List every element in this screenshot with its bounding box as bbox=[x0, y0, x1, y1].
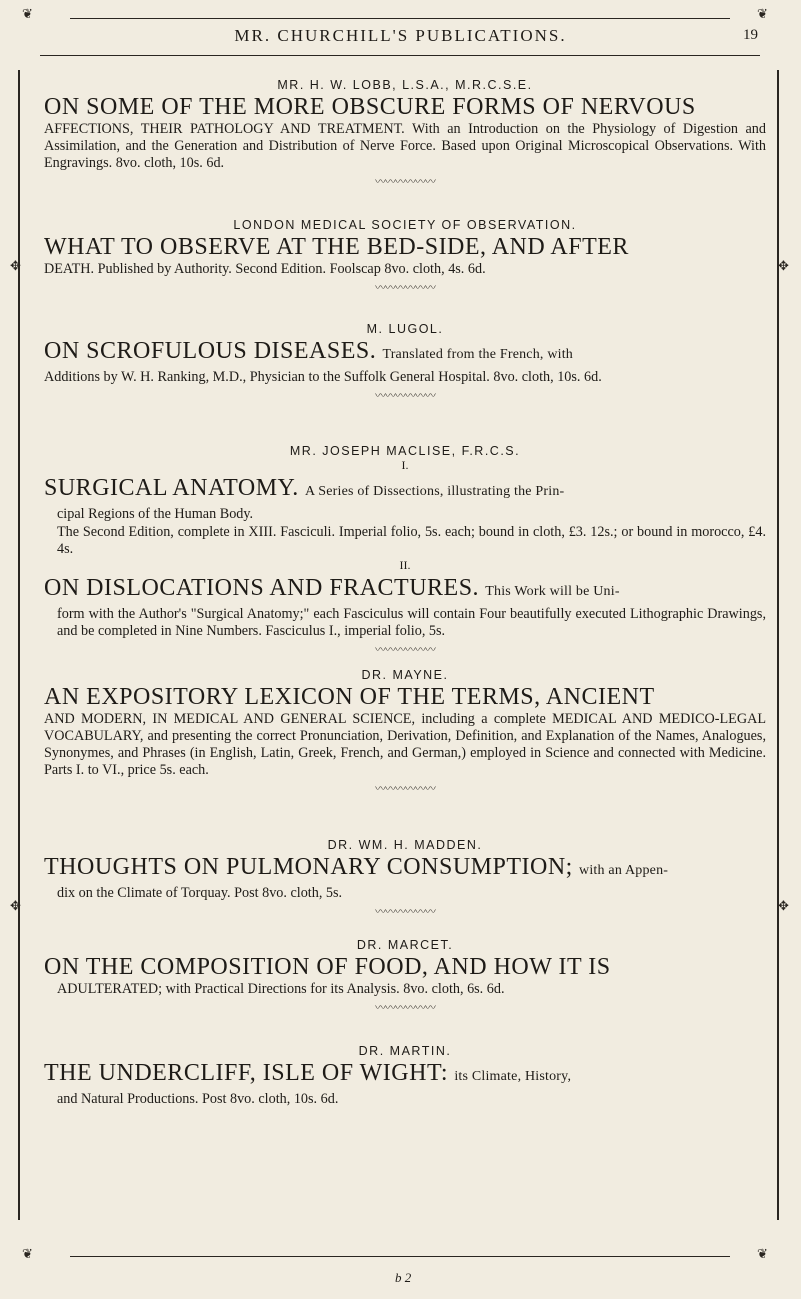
part-number: I. bbox=[401, 458, 409, 472]
entry-description: DEATH. Published by Authority. Second Edition. Foolscap 8vo. cloth, 4s. 6d. bbox=[44, 261, 486, 277]
flourish-icon: ✥ bbox=[778, 259, 789, 274]
corner-ornament-icon: ❦ bbox=[22, 1247, 33, 1262]
page-header-title: MR. CHURCHILL'S PUBLICATIONS. bbox=[234, 26, 567, 45]
entry-title: ON SOME OF THE MORE OBSCURE FORMS OF NERVOUS bbox=[44, 94, 696, 120]
divider-ornament: 〰〰〰〰〰〰 bbox=[375, 1001, 435, 1014]
top-rule bbox=[70, 18, 730, 19]
entry-description: dix on the Climate of Torquay. Post 8vo. cloth, 5s. bbox=[57, 885, 343, 901]
corner-ornament-icon: ❦ bbox=[22, 7, 33, 22]
entry-description: The Second Edition, complete in XIII. Fasciculi. Imperial folio, 5s. each; bound in cloth, £3. 12s.; or bound in morocco, £4. 4s. bbox=[57, 524, 766, 557]
flourish-icon: ✥ bbox=[10, 899, 21, 914]
left-border bbox=[18, 70, 20, 1220]
entry-society bbox=[44, 218, 766, 299]
entry-description: AFFECTIONS, THEIR PATHOLOGY AND TREATMENT. With an Introduction on the Physiology of Digestion and Assimilation, and the Generation and Distribution of Nerve Force. Based upon Original Microscopical Observations. With Engravings. 8vo. cloth, 10s. 6d. bbox=[44, 121, 766, 171]
entry-author: DR. MARTIN. bbox=[358, 1044, 452, 1058]
entry-description: ADULTERATED; with Practical Directions for its Analysis. 8vo. cloth, 6s. 6d. bbox=[57, 981, 505, 997]
entry-description: Additions by W. H. Ranking, M.D., Physician to the Suffolk General Hospital. 8vo. cloth, 10s. 6d. bbox=[44, 369, 602, 385]
entry-author: DR. MARCET. bbox=[356, 938, 454, 952]
entry-title: AN EXPOSITORY LEXICON OF THE TERMS, ANCIENT bbox=[44, 684, 655, 710]
entry-description: and Natural Productions. Post 8vo. cloth, 10s. 6d. bbox=[57, 1091, 339, 1107]
divider-ornament: 〰〰〰〰〰〰 bbox=[375, 905, 435, 918]
entry-description: form with the Author's "Surgical Anatomy;" each Fasciculus will contain Four beautifully executed Lithographic Drawings, and be completed in Nine Numbers. Fasciculus I., imperial folio, 5s. bbox=[57, 606, 766, 639]
entry-title: ON SCROFULOUS DISEASES. Translated from the French, with bbox=[44, 338, 574, 364]
right-border bbox=[777, 70, 779, 1220]
flourish-icon: ✥ bbox=[778, 899, 789, 914]
entry-author: MR. JOSEPH MACLISE, F.R.C.S. bbox=[289, 444, 521, 458]
divider-ornament: 〰〰〰〰〰〰 bbox=[375, 782, 435, 795]
part-number: II. bbox=[399, 558, 411, 572]
entry-description: AND MODERN, IN MEDICAL AND GENERAL SCIENCE, including a complete MEDICAL AND MEDICO-LEGAL VOCABULARY, and presenting the correct Pronunciation, Derivation, Definition, and Explanation of the Names, Analogues, Synonymes, and Phrases (in English, Latin, Greek, French, and German,) employed in Science and connected with Medicine. Parts I. to VI., price 5s. each. bbox=[44, 711, 766, 778]
entry-author: DR. WM. H. MADDEN. bbox=[327, 838, 483, 852]
entry-lugol bbox=[44, 322, 766, 407]
entry-author: M. LUGOL. bbox=[366, 322, 444, 336]
entry-martin bbox=[44, 1044, 766, 1108]
entry-lobb bbox=[44, 78, 766, 193]
entry-description: cipal Regions of the Human Body. bbox=[57, 506, 254, 522]
flourish-icon: ✥ bbox=[10, 259, 21, 274]
entry-title: THOUGHTS ON PULMONARY CONSUMPTION; with an Appen- bbox=[44, 854, 669, 880]
entry-title: ON DISLOCATIONS AND FRACTURES. This Work will be Uni- bbox=[44, 575, 620, 601]
entry-title: THE UNDERCLIFF, ISLE OF WIGHT: its Climate, History, bbox=[44, 1060, 572, 1086]
entry-author: MR. H. W. LOBB, L.S.A., M.R.C.S.E. bbox=[277, 78, 533, 92]
entry-title: SURGICAL ANATOMY. A Series of Dissections, illustrating the Prin- bbox=[44, 475, 565, 501]
entry-author: LONDON MEDICAL SOCIETY OF OBSERVATION. bbox=[233, 218, 577, 232]
entry-author: DR. MAYNE. bbox=[361, 668, 449, 682]
header-rule bbox=[40, 55, 760, 56]
entry-mayne bbox=[44, 668, 766, 800]
entry-maclise bbox=[44, 444, 766, 661]
entry-title: WHAT TO OBSERVE AT THE BED-SIDE, AND AFTER bbox=[44, 234, 629, 260]
entry-title: ON THE COMPOSITION OF FOOD, AND HOW IT IS bbox=[44, 954, 611, 980]
divider-ornament: 〰〰〰〰〰〰 bbox=[375, 389, 435, 402]
divider-ornament: 〰〰〰〰〰〰 bbox=[375, 175, 435, 188]
printer-signature-mark: b 2 bbox=[395, 1270, 412, 1285]
corner-ornament-icon: ❦ bbox=[757, 1247, 768, 1262]
entry-marcet bbox=[44, 938, 766, 1019]
divider-ornament: 〰〰〰〰〰〰 bbox=[375, 281, 435, 294]
corner-ornament-icon: ❦ bbox=[757, 7, 768, 22]
entry-madden bbox=[44, 838, 766, 923]
page-number: 19 bbox=[743, 27, 758, 43]
divider-ornament: 〰〰〰〰〰〰 bbox=[375, 643, 435, 656]
bottom-rule bbox=[70, 1256, 730, 1257]
